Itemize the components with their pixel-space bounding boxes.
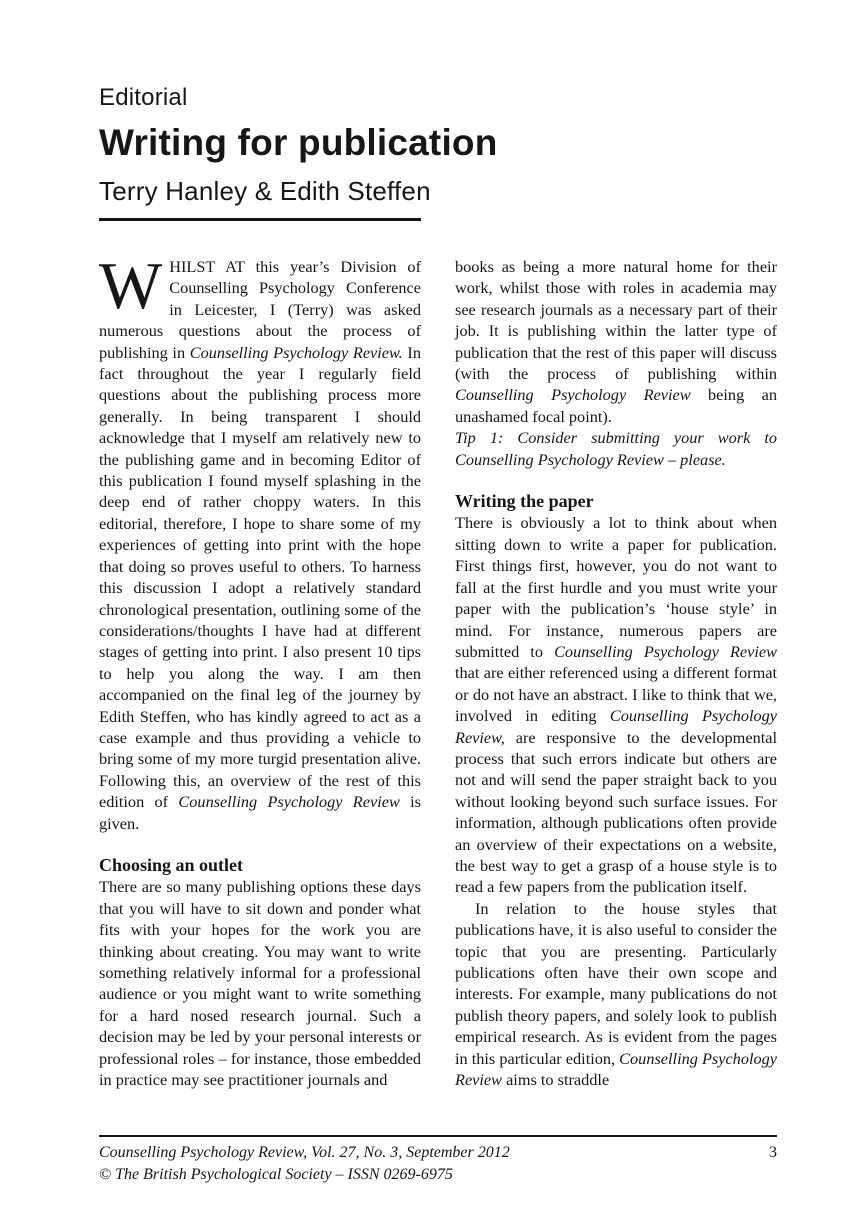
article-authors: Terry Hanley & Edith Steffen [99, 176, 431, 206]
footer-journal-line: Counselling Psychology Review, Vol. 27, No. 3, September 2012 [99, 1144, 510, 1161]
drop-cap: W [99, 249, 163, 323]
footer-rule [99, 1135, 777, 1137]
left-column [99, 249, 421, 1090]
footer-copyright-line: © The British Psychological Society – ISSN 0269-6975 [99, 1166, 453, 1183]
right-column [455, 256, 777, 1090]
article-title: Writing for publication [99, 122, 498, 163]
body-paragraph: books as being a more natural home for their work, whilst those with roles in academia may see research journals as a necessary part of their job. It is publishing within the latter type of publication that the rest of this paper will discuss (with the process of publishing within Counselling Psychology Review being an unashamed focal point). [455, 257, 777, 426]
article-kicker: Editorial [99, 84, 188, 111]
article-header [99, 84, 779, 221]
body-paragraph: There are so many publishing options these days that you will have to sit down and ponder what fits with your hopes for the work you are thinking about creating. You may want to write something relatively informal for a professional audience or you might want to write something for a hard nosed research journal. Such a decision may be led by your personal interests or professional roles – for instance, those embedded in practice may see practitioner journals and [99, 877, 421, 1090]
body-paragraph: In relation to the house styles that publications have, it is also useful to consider the topic that you are presenting. Particularly publications often have their own scope and interests. For example, many publications do not publish theory papers, and solely look to publish empirical research. As is evident from the pages in this particular edition, Counselling Psychology Review aims to straddle [455, 898, 777, 1090]
section-heading: Choosing an outlet [99, 854, 244, 875]
section-heading: Writing the paper [455, 491, 594, 512]
body-paragraph: There is obviously a lot to think about when sitting down to write a paper for publication. First things first, however, you do not want to fall at the first hurdle and you must write your paper with the publication’s ‘house style’ in mind. For instance, numerous papers are submitted to Counselling Psychology Review that are either referenced using a different format or do not have an abstract. I like to think that we, involved in editing Counselling Psychology Review, are responsive to the developmental process that such errors indicate but others are not and will send the paper straight back to you without looking beyond such surface issues. For information, although publications often provide an overview of their expectations on a website, the best way to get a grasp of a house style is to read a few papers from the publication itself. [455, 513, 777, 897]
body-paragraph: WHILST AT this year’s Division of Counselling Psychology Conference in Leicester, I (Terry) was asked numerous questions about the process of publishing in Counselling Psychology Review. In fact throughout the year I regularly field questions about the publishing process more generally. In being transparent I should acknowledge that I myself am relatively new to the publishing game and in becoming Editor of this publication I found myself splashing in the deep end of rather choppy waters. In this editorial, therefore, I hope to share some of my experiences of getting into print with the hope that doing so proves useful to others. To harness this discussion I adopt a relatively standard chronological presentation, outlining some of the considerations/thoughts I have had at different stages of getting into print. I also present 10 tips to help you along the way. I am then accompanied on the final leg of the journey by Edith Steffen, who has kindly agreed to act as a case example and thus providing a vehicle to bring some of my more turgid presentation alive. Following this, an overview of the rest of this edition of Counselling Psychology Review is given. [99, 249, 421, 833]
header-rule [99, 218, 421, 221]
footer [99, 1142, 777, 1164]
page-number: 3 [769, 1144, 777, 1161]
tip-note: Tip 1: Consider submitting your work to Counselling Psychology Review – please. [455, 428, 777, 469]
article-body [99, 249, 777, 1090]
